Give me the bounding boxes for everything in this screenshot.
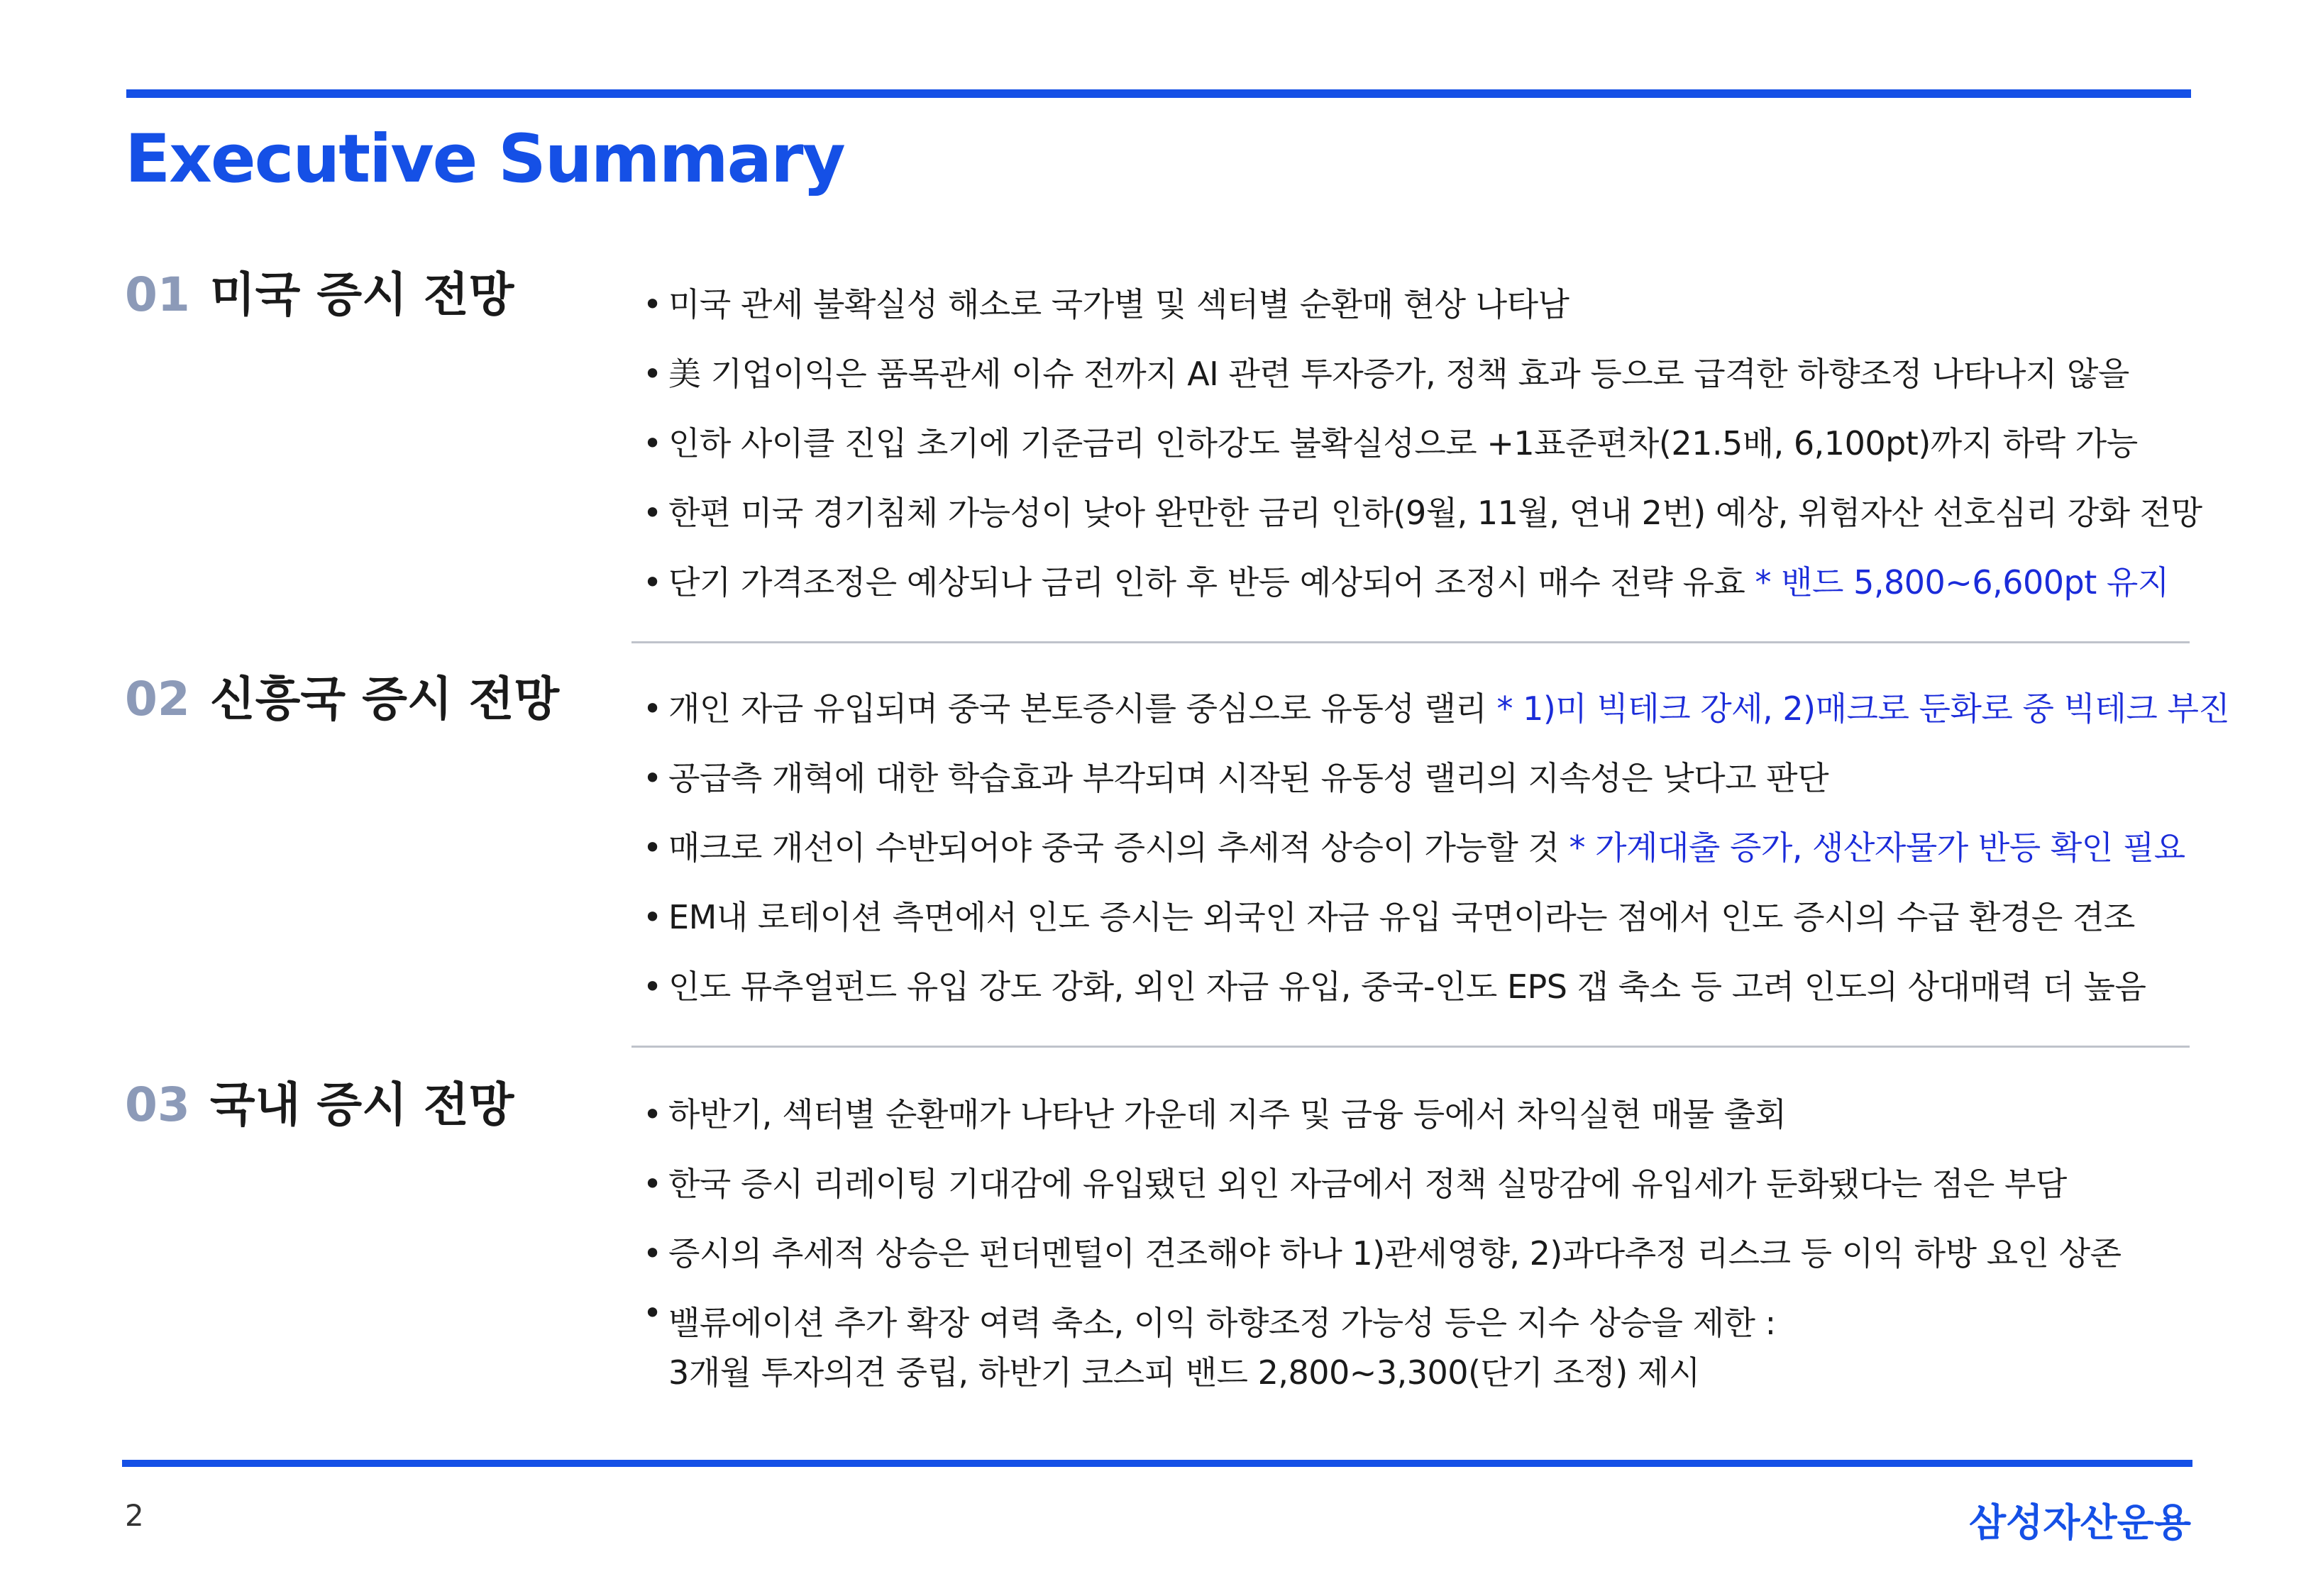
bullet-text: 한국 증시 리레이팅 기대감에 유입됐던 외인 자금에서 정책 실망감에 유입세가 둔화됐다는 점은 부담 [668, 1165, 2067, 1203]
bullet-text: 하반기, 섹터별 순환매가 나타난 가운데 지주 및 금융 등에서 차익실현 매물 출회 [668, 1095, 1787, 1134]
section-divider [631, 1046, 2190, 1048]
list-item [641, 478, 2202, 548]
list-item [641, 952, 2188, 1021]
list-item [641, 882, 2188, 952]
bottom-rule [122, 1460, 2192, 1467]
list-item [641, 743, 2188, 813]
list-item [641, 409, 2188, 478]
list-item [641, 674, 2230, 743]
bullet-text: 인도 뮤추얼펀드 유입 강도 강화, 외인 자금 유입, 중국-인도 EPS 갭 축소 등 고려 인도의 상대매력 더 높음 [668, 968, 2146, 1006]
list-item [641, 548, 2188, 617]
bullet-list [641, 1080, 2188, 1407]
bullet-text: 밸류에이션 추가 확장 여력 축소, 이익 하향조정 가능성 등은 지수 상승을 제한 : [668, 1304, 1776, 1342]
list-item [641, 1219, 2188, 1288]
bullet-text-continuation: 3개월 투자의견 중립, 하반기 코스피 밴드 2,800~3,300(단기 조정) 제시 [668, 1353, 1700, 1392]
brand-logo-text: 삼성자산운용 [1969, 1500, 2191, 1545]
list-item [641, 339, 2188, 409]
section-heading [125, 1067, 514, 1134]
bullet-text: 개인 자금 유입되며 중국 본토증시를 중심으로 유동성 랠리 [668, 689, 1487, 728]
page-number: 2 [125, 1498, 144, 1533]
bullet-text: 단기 가격조정은 예상되나 금리 인하 후 반등 예상되어 조정시 매수 전략 유효 [668, 563, 1745, 602]
section-heading [125, 661, 559, 728]
bullet-text: 한편 미국 경기침체 가능성이 낮아 완만한 금리 인하(9월, 11월, 연내 2번) 예상, 위험자산 선호심리 강화 전망 [668, 494, 2202, 532]
list-item [641, 813, 2188, 882]
bullet-list [641, 674, 2230, 1021]
section-title: 국내 증시 전망 [209, 1077, 514, 1132]
section-number: 02 [125, 672, 190, 726]
bullet-text: 공급측 개혁에 대한 학습효과 부각되며 시작된 유동성 랠리의 지속성은 낮다고 판단 [668, 759, 1829, 797]
bullet-note: * 가계대출 증가, 생산자물가 반등 확인 필요 [1569, 829, 2185, 867]
section-title: 미국 증시 전망 [209, 267, 514, 322]
list-item [641, 1149, 2188, 1219]
page-title: Executive Summary [125, 121, 844, 198]
section-number: 01 [125, 267, 190, 322]
list-item [641, 1288, 2188, 1407]
section-title: 신흥국 증시 전망 [209, 672, 560, 726]
bullet-text: 매크로 개선이 수반되어야 중국 증시의 추세적 상승이 가능할 것 [668, 829, 1560, 867]
bullet-text: 증시의 추세적 상승은 펀더멘털이 견조해야 하나 1)관세영향, 2)과다추정 리스크 등 이익 하방 요인 상존 [668, 1234, 2122, 1273]
bullet-note: * 밴드 5,800~6,600pt 유지 [1755, 563, 2169, 602]
bullet-text: EM내 로테이션 측면에서 인도 증시는 외국인 자금 유입 국면이라는 점에서 인도 증시의 수급 환경은 견조 [668, 898, 2135, 936]
bullet-list [641, 270, 2202, 617]
bullet-text: 美 기업이익은 품목관세 이슈 전까지 AI 관련 투자증가, 정책 효과 등으로 급격한 하향조정 나타나지 않을 [668, 355, 2129, 393]
top-rule [126, 89, 2191, 98]
list-item [641, 270, 2188, 339]
bullet-text: 인하 사이클 진입 초기에 기준금리 인하강도 불확실성으로 +1표준편차(21.5배, 6,100pt)까지 하락 가능 [668, 424, 2138, 462]
section-divider [631, 641, 2190, 643]
list-item [641, 1080, 2188, 1149]
bullet-note: * 1)미 빅테크 강세, 2)매크로 둔화로 중 빅테크 부진 [1496, 689, 2230, 728]
section-heading [125, 257, 514, 324]
section-number: 03 [125, 1077, 190, 1132]
bullet-text: 미국 관세 불확실성 해소로 국가별 및 섹터별 순환매 현상 나타남 [668, 285, 1569, 323]
